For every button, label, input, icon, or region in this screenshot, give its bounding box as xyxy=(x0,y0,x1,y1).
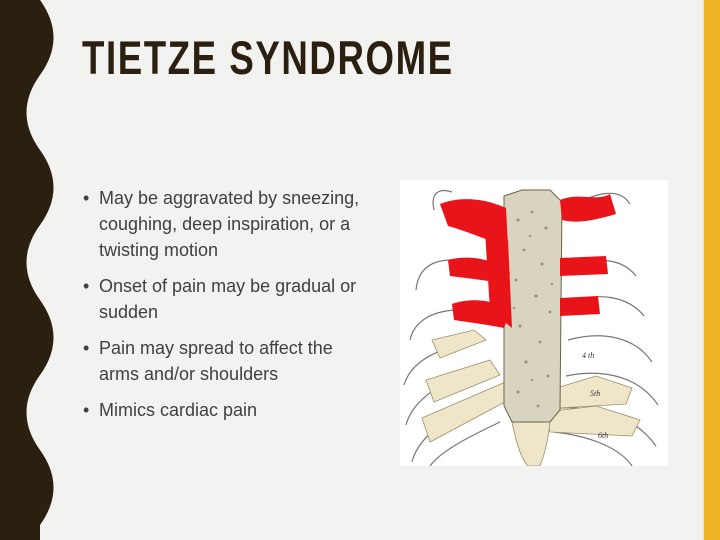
bullet-item xyxy=(80,397,360,423)
bullet-text: Mimics cardiac pain xyxy=(99,400,258,420)
bullet-marker: • xyxy=(83,188,90,208)
decorative-accent-band xyxy=(704,0,720,540)
sternum-drawing xyxy=(400,180,668,466)
bullet-marker: • xyxy=(83,400,90,420)
bullet-list xyxy=(80,185,360,433)
rib-label-5th: 5th xyxy=(590,389,601,398)
slide-title: TIETZE SYNDROME xyxy=(82,31,454,84)
rib-label-4th: 4 th xyxy=(582,351,595,360)
rib-label-6th: 6th xyxy=(598,431,609,440)
bullet-item xyxy=(80,273,360,325)
bullet-text: May be aggravated by sneezing, coughing, deep inspiration, or a twisting motion xyxy=(99,188,360,260)
bullet-marker: • xyxy=(83,276,90,296)
decorative-left-band xyxy=(0,0,60,540)
bullet-item xyxy=(80,335,360,387)
bullet-item xyxy=(80,185,360,263)
sternum-illustration xyxy=(400,180,668,466)
bullet-text: Onset of pain may be gradual or sudden xyxy=(99,276,357,322)
bullet-text: Pain may spread to affect the arms and/or shoulders xyxy=(99,338,333,384)
bullet-marker: • xyxy=(83,338,90,358)
sternum xyxy=(504,190,562,422)
